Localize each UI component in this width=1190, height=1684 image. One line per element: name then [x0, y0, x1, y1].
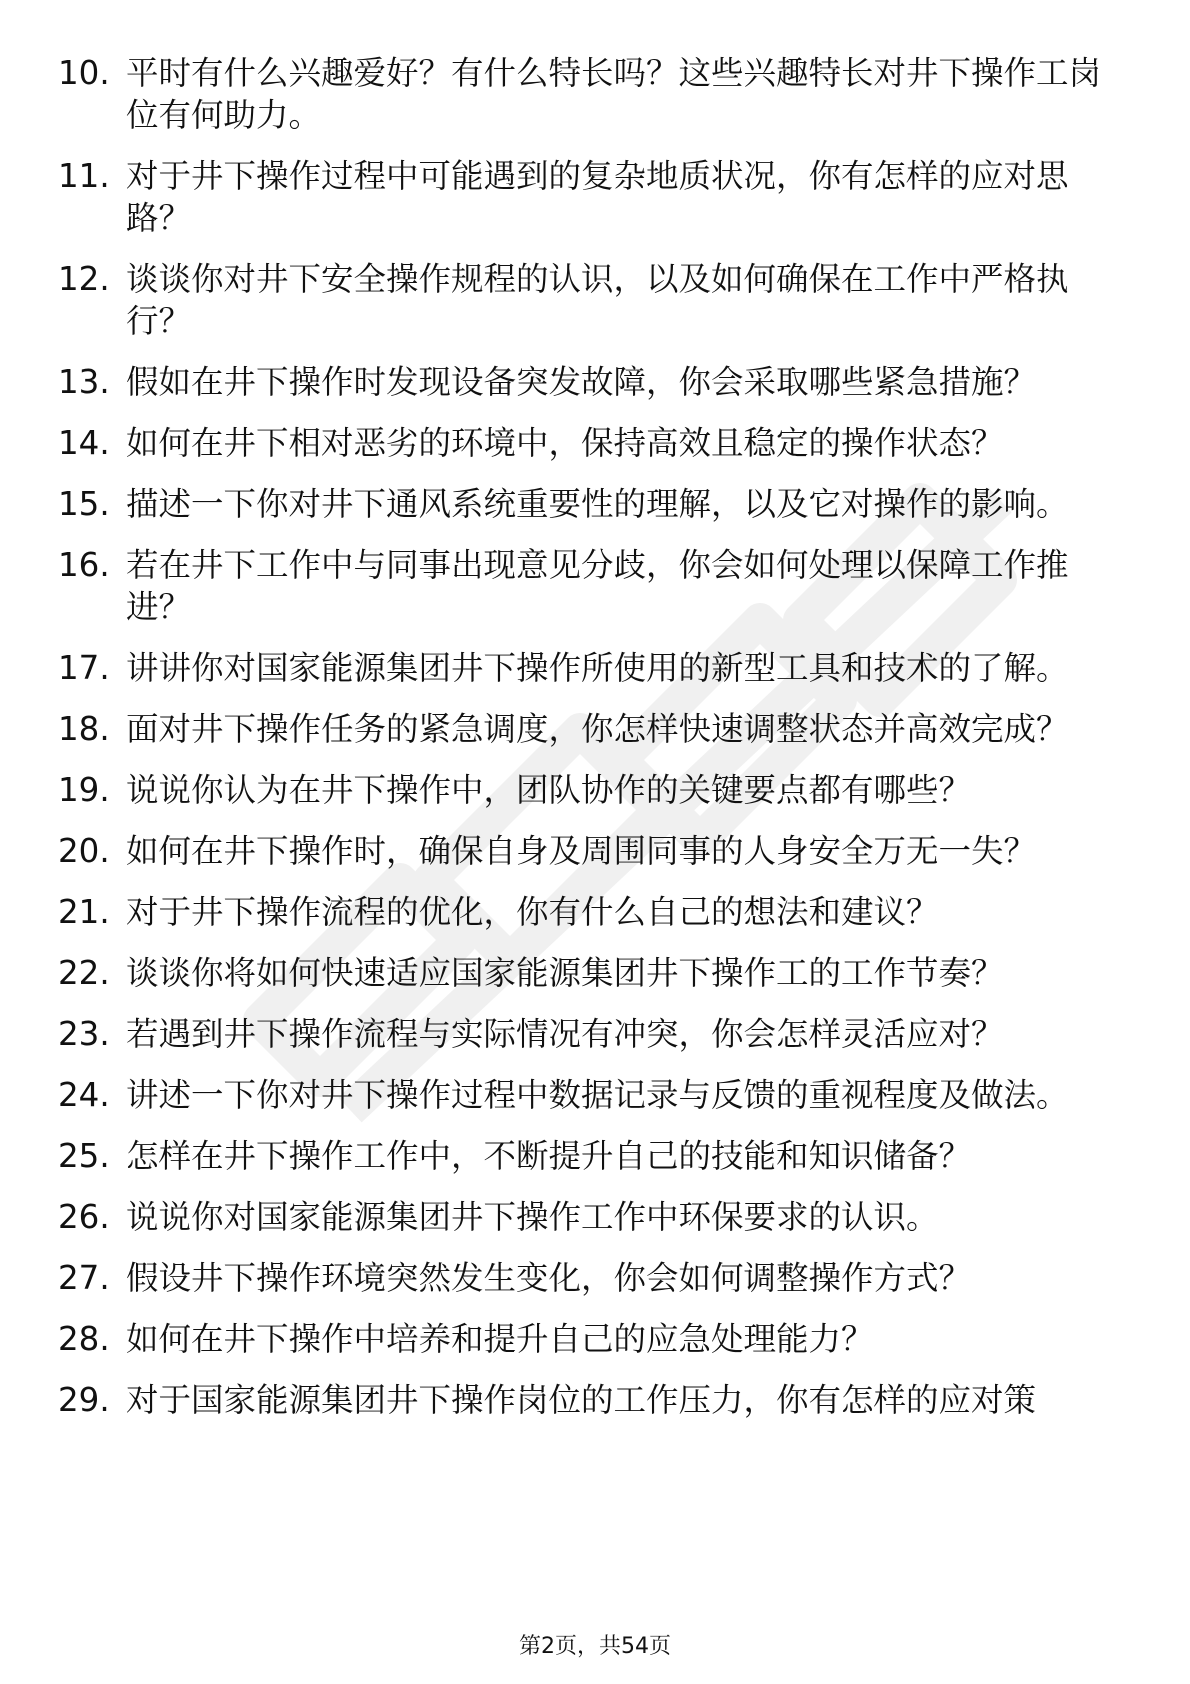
question-text: 谈谈你对井下安全操作规程的认识，以及如何确保在工作中严格执行？ — [126, 260, 1069, 340]
question-number: 29. — [58, 1381, 110, 1419]
question-number: 11. — [58, 157, 110, 195]
question-number: 10. — [58, 54, 110, 92]
question-number: 25. — [58, 1137, 110, 1175]
question-number: 27. — [58, 1259, 110, 1297]
question-item — [58, 769, 1118, 811]
question-number: 14. — [58, 424, 110, 462]
question-item — [58, 1135, 1118, 1177]
question-number: 20. — [58, 832, 110, 870]
question-text: 如何在井下操作时，确保自身及周围同事的人身安全万无一失？ — [126, 832, 1037, 870]
question-number: 22. — [58, 954, 110, 992]
question-item — [58, 544, 1118, 628]
question-item — [58, 647, 1118, 689]
question-item — [58, 155, 1118, 239]
question-number: 26. — [58, 1198, 110, 1236]
question-text: 对于国家能源集团井下操作岗位的工作压力，你有怎样的应对策 — [126, 1381, 1037, 1419]
question-number: 19. — [58, 771, 110, 809]
question-text: 假如在井下操作时发现设备突发故障，你会采取哪些紧急措施？ — [126, 363, 1037, 401]
question-text: 若遇到井下操作流程与实际情况有冲突，你会怎样灵活应对？ — [126, 1015, 1004, 1053]
question-text: 面对井下操作任务的紧急调度，你怎样快速调整状态并高效完成？ — [126, 710, 1069, 748]
question-number: 13. — [58, 363, 110, 401]
question-text: 如何在井下操作中培养和提升自己的应急处理能力？ — [126, 1320, 874, 1358]
question-item — [58, 708, 1118, 750]
question-item — [58, 422, 1118, 464]
page-footer: 第2页，共54页 — [519, 1634, 671, 1659]
question-item — [58, 483, 1118, 525]
question-item — [58, 1074, 1118, 1116]
question-item — [58, 1257, 1118, 1299]
question-number: 21. — [58, 893, 110, 931]
question-number: 23. — [58, 1015, 110, 1053]
question-item — [58, 952, 1118, 994]
question-text: 如何在井下相对恶劣的环境中，保持高效且稳定的操作状态？ — [126, 424, 1004, 462]
question-text: 若在井下工作中与同事出现意见分歧，你会如何处理以保障工作推进？ — [126, 546, 1069, 626]
question-number: 16. — [58, 546, 110, 584]
question-number: 28. — [58, 1320, 110, 1358]
question-list — [58, 52, 1118, 1440]
question-number: 12. — [58, 260, 110, 298]
question-number: 15. — [58, 485, 110, 523]
question-text: 对于井下操作过程中可能遇到的复杂地质状况，你有怎样的应对思路？ — [126, 157, 1069, 237]
question-item — [58, 891, 1118, 933]
question-text: 说说你认为在井下操作中，团队协作的关键要点都有哪些？ — [126, 771, 972, 809]
question-item — [58, 361, 1118, 403]
question-text: 假设井下操作环境突然发生变化，你会如何调整操作方式？ — [126, 1259, 972, 1297]
question-item — [58, 1196, 1118, 1238]
question-item — [58, 1318, 1118, 1360]
question-number: 17. — [58, 649, 110, 687]
question-item — [58, 52, 1118, 136]
question-item — [58, 1013, 1118, 1055]
question-item — [58, 258, 1118, 342]
question-item — [58, 1379, 1118, 1421]
question-item — [58, 830, 1118, 872]
question-text: 怎样在井下操作工作中，不断提升自己的技能和知识储备？ — [126, 1137, 972, 1175]
question-text: 谈谈你将如何快速适应国家能源集团井下操作工的工作节奏？ — [126, 954, 1004, 992]
question-text: 说说你对国家能源集团井下操作工作中环保要求的认识。 — [126, 1198, 939, 1236]
question-number: 24. — [58, 1076, 110, 1114]
question-number: 18. — [58, 710, 110, 748]
question-text: 讲述一下你对井下操作过程中数据记录与反馈的重视程度及做法。 — [126, 1076, 1069, 1114]
question-text: 对于井下操作流程的优化，你有什么自己的想法和建议？ — [126, 893, 939, 931]
question-text: 讲讲你对国家能源集团井下操作所使用的新型工具和技术的了解。 — [126, 649, 1069, 687]
question-text: 平时有什么兴趣爱好？有什么特长吗？这些兴趣特长对井下操作工岗位有何助力。 — [126, 54, 1102, 134]
question-text: 描述一下你对井下通风系统重要性的理解，以及它对操作的影响。 — [126, 485, 1069, 523]
